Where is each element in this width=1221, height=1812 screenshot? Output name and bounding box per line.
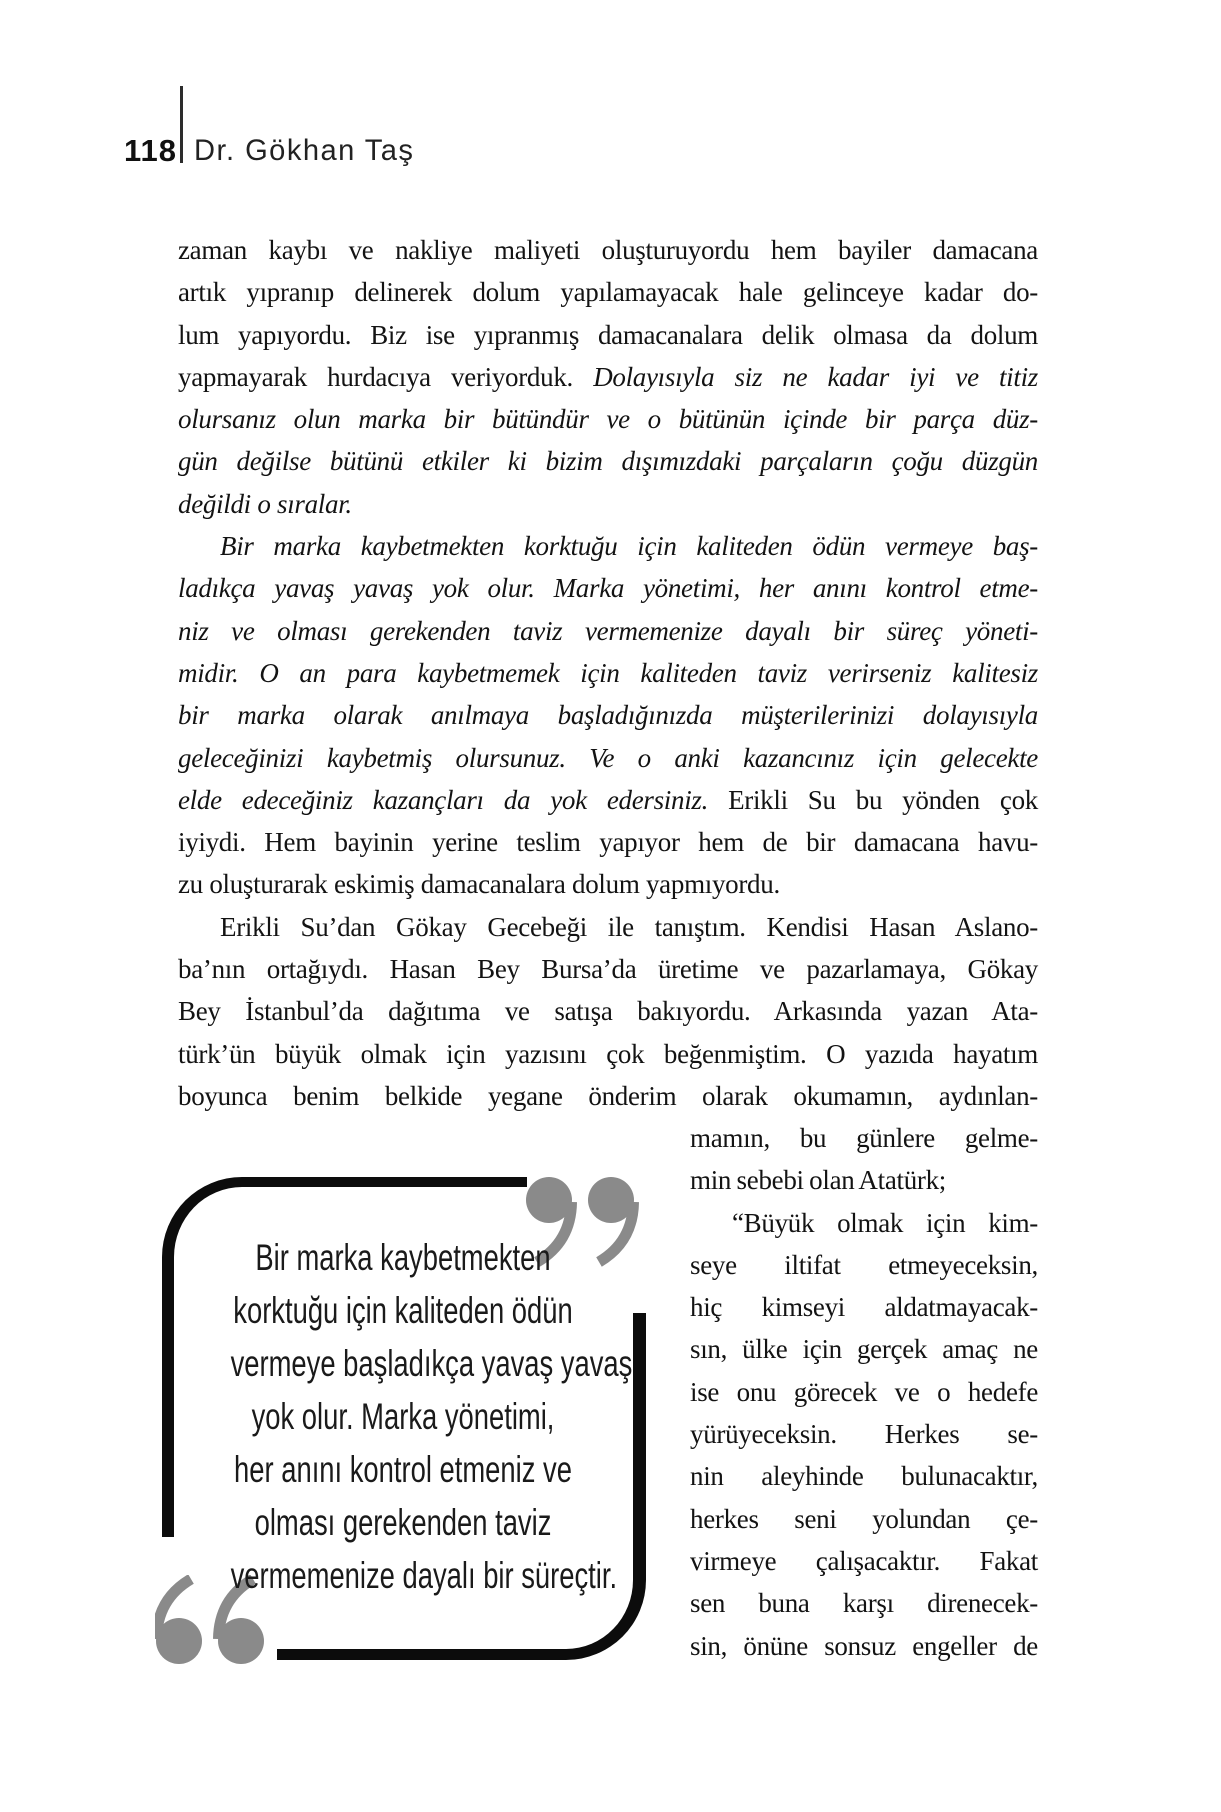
text-line xyxy=(690,1413,1038,1455)
text-line xyxy=(690,1582,1038,1624)
text-segment-italic: Dolayısıyla siz ne kadar iyi ve titiz xyxy=(593,361,1038,392)
text-segment: Erikli Su’dan Gökay Gecebeği ile tanıştım. Kendisi Hasan Aslano- xyxy=(220,911,1038,942)
text-line xyxy=(178,525,1038,567)
text-segment-italic: niz ve olması gerekenden taviz vermemenize dayalı bir süreç yöneti- xyxy=(178,615,1038,646)
text-segment: virmeye çalışacaktır. Fakat xyxy=(690,1545,1038,1576)
text-line xyxy=(690,1286,1038,1328)
text-line xyxy=(178,948,1038,990)
pullquote-line: Bir marka kaybetmekten xyxy=(255,1237,551,1278)
text-segment: nin aleyhinde bulunacaktır, xyxy=(690,1461,1038,1492)
text-segment-italic: midir. O an para kaybetmemek için kaliteden taviz verirseniz kalitesiz xyxy=(178,657,1038,688)
text-line xyxy=(690,1625,1038,1667)
pullquote-line: korktuğu için kaliteden ödün xyxy=(233,1290,573,1331)
text-segment: ba’nın ortağıydı. Hasan Bey Bursa’da üretime ve pazarlamaya, Gökay xyxy=(178,954,1038,985)
text-segment: Erikli Su bu yönden çok xyxy=(728,784,1038,815)
text-line xyxy=(690,1159,1038,1201)
text-line xyxy=(178,906,1038,948)
text-segment: türk’ün büyük olmak için yazısını çok beğenmiştim. O yazıda hayatım xyxy=(178,1038,1038,1069)
page-number: 118 xyxy=(124,133,178,168)
text-line xyxy=(178,821,1038,863)
text-segment-italic: geleceğinizi kaybetmiş olursunuz. Ve o anki kazancınız için gelecekte xyxy=(178,742,1038,773)
pullquote-line: olması gerekenden taviz xyxy=(254,1502,552,1543)
text-line xyxy=(178,863,1038,905)
text-line xyxy=(178,990,1038,1032)
text-segment: yürüyeceksin. Herkes se- xyxy=(690,1419,1038,1450)
text-line xyxy=(178,652,1038,694)
text-line xyxy=(178,737,1038,779)
text-segment-italic: Bir marka kaybetmekten korktuğu için kaliteden ödün vermeye baş- xyxy=(220,531,1038,562)
text-line xyxy=(690,1498,1038,1540)
text-segment: lum yapıyordu. Biz ise yıpranmış damacanalara delik olmasa da dolum xyxy=(178,319,1038,350)
text-segment: seye iltifat etmeyeceksin, xyxy=(690,1249,1038,1280)
text-segment: sin, önüne sonsuz engeller de xyxy=(690,1630,1038,1661)
text-line xyxy=(178,356,1038,398)
text-segment-italic: ladıkça yavaş yavaş yok olur. Marka yönetimi, her anını kontrol etme- xyxy=(178,573,1038,604)
text-segment: hiç kimseyi aldatmayacak- xyxy=(690,1292,1038,1323)
text-line xyxy=(178,314,1038,356)
text-segment: Bey İstanbul’da dağıtıma ve satışa bakıyordu. Arkasında yazan Ata- xyxy=(178,996,1038,1027)
running-header-author: Dr. Gökhan Taş xyxy=(194,134,415,167)
text-segment: iyiydi. Hem bayinin yerine teslim yapıyor hem de bir damacana havu- xyxy=(178,827,1038,858)
pullquote-line: vermeye başladıkça yavaş yavaş xyxy=(230,1343,633,1384)
text-segment-italic: gün değilse bütünü etkiler ki bizim dışımızdaki parçaların çoğu düzgün xyxy=(178,446,1038,477)
text-segment: sın, ülke için gerçek amaç ne xyxy=(690,1334,1038,1365)
text-segment: artık yıpranıp delinerek dolum yapılamayacak hale gelinceye kadar do- xyxy=(178,277,1038,308)
text-segment: sen buna karşı direnecek- xyxy=(690,1588,1038,1619)
body-text-column-wide xyxy=(178,229,1038,1117)
text-segment-italic: değildi o sıralar. xyxy=(178,488,352,519)
text-segment: herkes seni yolundan çe- xyxy=(690,1503,1038,1534)
text-line xyxy=(178,1075,1038,1117)
body-text-column-narrow xyxy=(690,1117,1038,1667)
header-divider xyxy=(180,86,183,163)
text-segment-italic: bir marka olarak anılmaya başladığınızda müşterilerinizi dolayısıyla xyxy=(178,700,1038,731)
pullquote-line: vermemenize dayalı bir süreçtir. xyxy=(230,1555,618,1596)
text-segment: yapmayarak hurdacıya veriyorduk. xyxy=(178,361,594,392)
text-line xyxy=(178,567,1038,609)
text-line xyxy=(178,779,1038,821)
text-line xyxy=(690,1117,1038,1159)
pullquote-line: yok olur. Marka yönetimi, xyxy=(251,1396,555,1437)
text-segment: zaman kaybı ve nakliye maliyeti oluşturuyordu hem bayiler damacana xyxy=(178,235,1038,265)
text-segment: zu oluşturarak eskimiş damacanalara dolum yapmıyordu. xyxy=(178,869,780,900)
text-segment: min sebebi olan Atatürk; xyxy=(690,1165,947,1196)
pullquote-line: her anını kontrol etmeniz ve xyxy=(234,1449,572,1490)
text-line xyxy=(178,694,1038,736)
text-segment-italic: elde edeceğiniz kazançları da yok edersiniz. xyxy=(178,784,729,815)
text-line xyxy=(178,610,1038,652)
text-line xyxy=(178,229,1038,271)
text-line xyxy=(178,271,1038,313)
text-line xyxy=(178,440,1038,482)
text-segment: boyunca benim belkide yegane önderim olarak okumamın, aydınlan- xyxy=(178,1080,1038,1111)
text-segment-italic: olursanız olun marka bir bütündür ve o bütünün içinde bir parça düz- xyxy=(178,404,1038,435)
text-segment: “Büyük olmak için kim- xyxy=(732,1207,1038,1238)
text-line xyxy=(690,1455,1038,1497)
text-segment: mamın, bu günlere gelme- xyxy=(690,1123,1038,1153)
pullquote-text xyxy=(170,1231,636,1602)
text-line xyxy=(178,398,1038,440)
text-line xyxy=(178,483,1038,525)
text-line xyxy=(690,1202,1038,1244)
text-line xyxy=(178,1033,1038,1075)
text-line xyxy=(690,1371,1038,1413)
text-line xyxy=(690,1540,1038,1582)
text-segment: ise onu görecek ve o hedefe xyxy=(690,1376,1038,1407)
text-line xyxy=(690,1244,1038,1286)
text-line xyxy=(690,1328,1038,1370)
